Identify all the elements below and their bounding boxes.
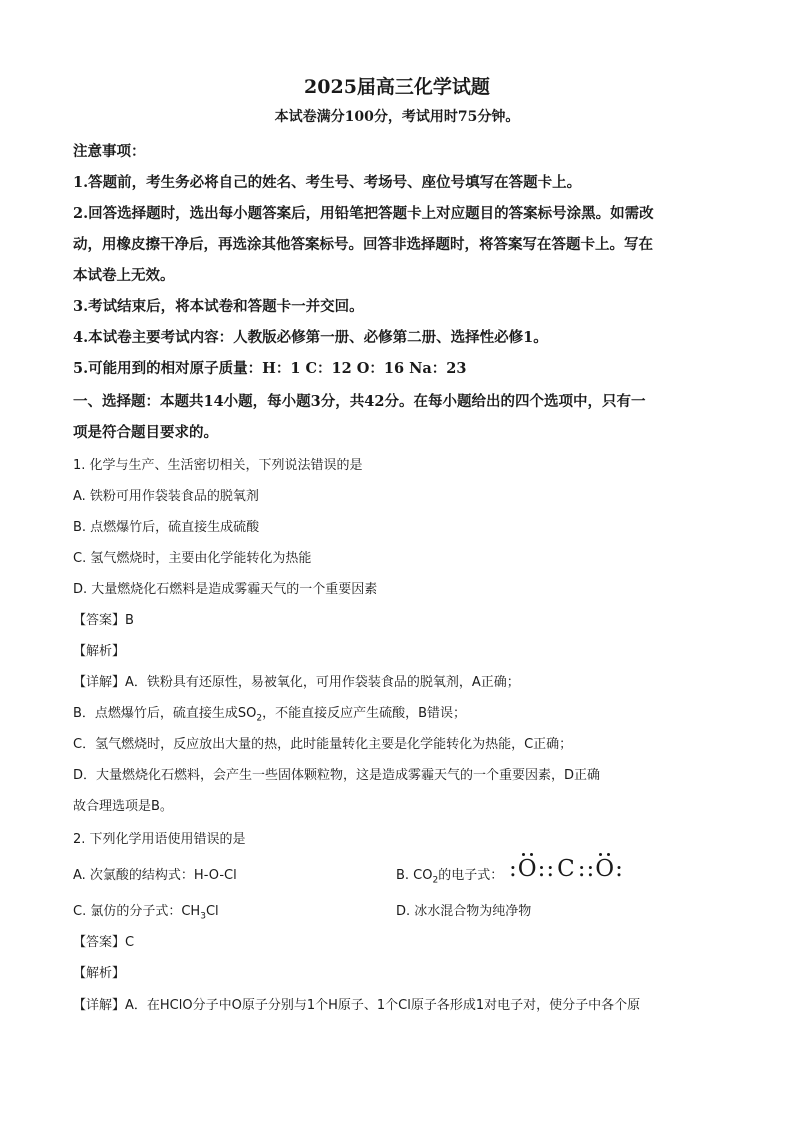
q2-option-b-post: 的电子式： (438, 868, 504, 883)
notes-item-2-line-3: 本试卷上无效。 (73, 267, 175, 284)
carbon-atom: C (557, 856, 576, 882)
notes-item-5: 5.可能用到的相对原子质量：H：1 C：12 O：16 Na：23 (73, 360, 467, 377)
q2-option-c-post: Cl (205, 904, 219, 919)
notes-heading: 注意事项： (73, 143, 146, 160)
q1-analysis-label: 【解析】 (73, 644, 126, 659)
notes-item-4: 4.本试卷主要考试内容：人教版必修第一册、必修第二册、选择性必修1。 (73, 329, 548, 346)
q1-detail-c: C．氢气燃烧时，反应放出大量的热，此时能量转化主要是化学能转化为热能，C正确； (73, 737, 573, 752)
electron-pair-right: : (615, 856, 624, 882)
q1-option-c: C. 氢气燃烧时，主要由化学能转化为热能 (73, 551, 312, 566)
section-1-line-2: 项是符合题目要求的。 (73, 424, 218, 441)
q2-option-c-pre: C. 氯仿的分子式：CH (73, 904, 201, 919)
page-subtitle: 本试卷满分100分，考试用时75分钟。 (274, 109, 520, 125)
q1-detail-b (73, 702, 466, 724)
q2-option-a: A. 次氯酸的结构式：H-O-Cl (73, 868, 237, 883)
q2-option-b-pre: B. CO (396, 868, 433, 883)
q1-detail-d: D．大量燃烧化石燃料，会产生一些固体颗粒物，这是造成雾霾天气的一个重要因素，D正确 (73, 768, 601, 783)
q1-detail-b-pre: B．点燃爆竹后，硫直接生成SO (73, 706, 257, 721)
q1-detail-a: 【详解】A．铁粉具有还原性，易被氧化，可用作袋装食品的脱氧剂，A正确； (73, 675, 520, 690)
q1-option-a: A. 铁粉可用作袋装食品的脱氧剂 (73, 489, 259, 504)
notes-item-1: 1.答题前，考生务必将自己的姓名、考生号、考场号、座位号填写在答题卡上。 (73, 174, 582, 191)
oxygen-atom-2: O (595, 856, 616, 882)
q1-detail-b-sub: 2 (256, 713, 263, 724)
electron-pair-left: : (509, 856, 518, 882)
notes-item-3: 3.考试结束后，将本试卷和答题卡一并交回。 (73, 298, 364, 315)
q1-conclusion: 故合理选项是B。 (73, 799, 173, 814)
shared-pairs-1: :: (537, 856, 556, 882)
q1-answer: 【答案】B (73, 613, 134, 628)
notes-item-2-line-2: 动，用橡皮擦干净后，再选涂其他答案标号。回答非选择题时，将答案写在答题卡上。写在 (73, 236, 653, 253)
oxygen-atom-1: O (517, 856, 538, 882)
q2-option-c-sub: 3 (200, 911, 206, 922)
co2-electron-formula (509, 856, 624, 882)
q2-option-d: D. 冰水混合物为纯净物 (396, 904, 532, 919)
q2-answer: 【答案】C (73, 935, 135, 950)
notes-item-2-line-1: 2.回答选择题时，选出每小题答案后，用铅笔把答题卡上对应题目的答案标号涂黑。如需改 (73, 205, 654, 222)
q1-stem: 1. 化学与生产、生活密切相关，下列说法错误的是 (73, 458, 363, 473)
q2-option-c (73, 900, 219, 922)
q1-option-d: D. 大量燃烧化石燃料是造成雾霾天气的一个重要因素 (73, 582, 378, 597)
q1-detail-b-post: ，不能直接反应产生硫酸，B错误； (262, 706, 467, 721)
page-title: 2025届高三化学试题 (304, 76, 490, 98)
shared-pairs-2: :: (577, 856, 596, 882)
q2-option-b (396, 864, 503, 886)
section-1-line-1: 一、选择题：本题共14小题，每小题3分，共42分。在每小题给出的四个选项中，只有一 (73, 393, 646, 410)
q1-option-b: B. 点燃爆竹后，硫直接生成硫酸 (73, 520, 260, 535)
q2-option-b-sub: 2 (432, 875, 439, 886)
q2-stem: 2. 下列化学用语使用错误的是 (73, 832, 246, 847)
q2-analysis-label: 【解析】 (73, 966, 126, 981)
q2-detail-a: 【详解】A．在HClO分子中O原子分别与1个H原子、1个Cl原子各形成1对电子对，使分子中各个原 (73, 998, 641, 1013)
